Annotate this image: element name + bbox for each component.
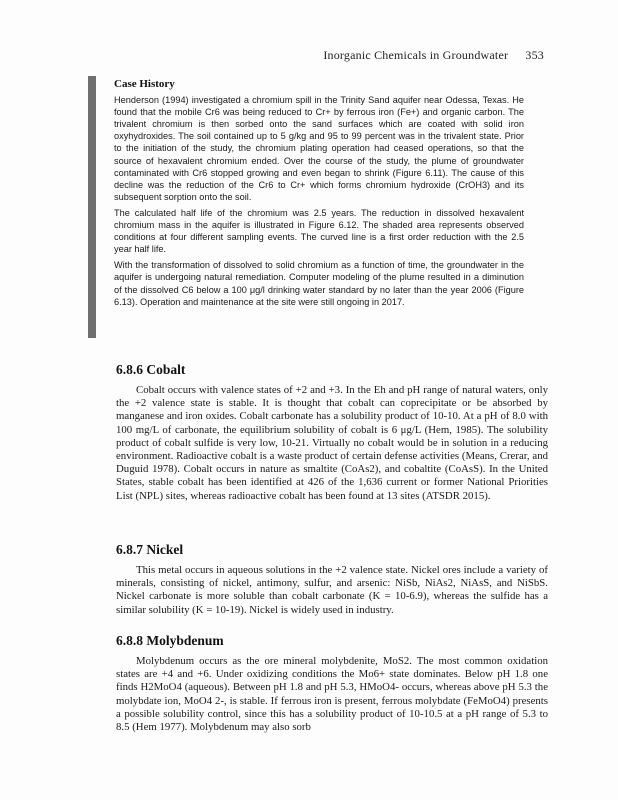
case-history-paragraph: The calculated half life of the chromium was 2.5 years. The reduction in dissolved hexavalent chromium mass in the aquifer is illustrated in Figure 6.12. The shaded area represents observed conditions at four different sampling events. The curved line is a first order reduction with the 2.5 year half life.: [114, 207, 524, 255]
section-body: Cobalt occurs with valence states of +2 and +3. In the Eh and pH range of natural waters, only the +2 valence state is stable. It is thought that cobalt can coprecipitate or be absorbed by manganese and iron oxides. Cobalt carbonate has a solubility product of 10-10. At a pH of 8.0 with 100 mg/L of carbonate, the equilibrium solubility of cobalt is 6 μg/L (Hem, 1985). The solubility product of cobalt sulfide is very low, 10-21. Virtually no cobalt would be in solution in a reducing environment. Radioactive cobalt is a waste product of certain defense activities (Means, Crerar, and Duguid 1978). Cobalt occurs in nature as smaltite (CoAs2), and cobaltite (CoAsS). In the United States, stable cobalt has been identified at 426 of the 1,636 current or former National Priorities List (NPL) sites, whereas radioactive cobalt has been found at 13 sites (ATSDR 2015).: [116, 384, 548, 502]
section-heading: 6.8.8 Molybdenum: [116, 633, 224, 648]
header-title: Inorganic Chemicals in Groundwater: [323, 48, 509, 62]
section-body: Molybdenum occurs as the ore mineral molybdenite, MoS2. The most common oxidation states are +4 and +6. Under oxidizing conditions the Mo6+ state dominates. Below pH 1.8 one finds H2MoO4 (aqueous). Between pH 1.8 and pH 5.3, HMoO4- occurs, whereas above pH 5.3 the molybdate ion, MoO4 2-, is stable. If ferrous iron is present, ferrous molybdate (FeMoO4) presents a possible solubility control, since this has a solubility product of 10-10.5 at a pH range of 5.3 to 8.5 (Hem 1977). Molybdenum may also sorb: [116, 655, 548, 734]
case-history-paragraph: Henderson (1994) investigated a chromium spill in the Trinity Sand aquifer near Odessa, Texas. He found that the mobile Cr6 was being reduced to Cr+ by ferrous iron (Fe+) and organic carbon. The trivalent chromium is then sorbed onto the sand surfaces which are coated with solid iron oxyhydroxides. The soil contained up to 5 g/kg and 95 to 99 percent was in the trivalent state. Prior to the initiation of the study, the chromium plating operation had ceased operations, so that the source of hexavalent chromium ended. Over the course of the study, the plume of groundwater contaminated with Cr6 stopped growing and even began to shrink (Figure 6.11). The cause of this decline was the reduction of the Cr6 to Cr+ which forms chromium hydroxide (CrOH3) and its subsequent sorption onto the soil.: [114, 95, 524, 202]
section-cobalt: [116, 362, 548, 503]
case-history-paragraph: With the transformation of dissolved to solid chromium as a function of time, the groundwater in the aquifer is undergoing natural remediation. Computer modeling of the plume resulted in a diminution of the dissolved C6 below a 100 μg/l drinking water standard by no later than the year 2006 (Figure 6.13). Operation and maintenance at the site were still ongoing in 2017.: [114, 260, 524, 307]
section-molybdenum: [116, 633, 548, 734]
case-history-title: Case History: [114, 78, 175, 90]
section-nickel: [116, 542, 548, 617]
running-header: [323, 48, 544, 63]
case-history-box: [88, 76, 528, 338]
page-number: 353: [525, 48, 544, 62]
case-history-content: [114, 78, 524, 312]
section-heading: 6.8.6 Cobalt: [116, 362, 186, 377]
section-body: This metal occurs in aqueous solutions in the +2 valence state. Nickel ores include a variety of minerals, consisting of nickel, antimony, sulfur, and arsenic: NiSb, NiAs2, NiAsS, and NiSbS. Nickel carbonate is more soluble than cobalt carbonate (K = 10-6.9), whereas the sulfide has a similar solubility (K = 10-19). Nickel is widely used in industry.: [116, 564, 548, 616]
case-history-sidebar-bar: [88, 76, 96, 338]
section-heading: 6.8.7 Nickel: [116, 542, 184, 557]
